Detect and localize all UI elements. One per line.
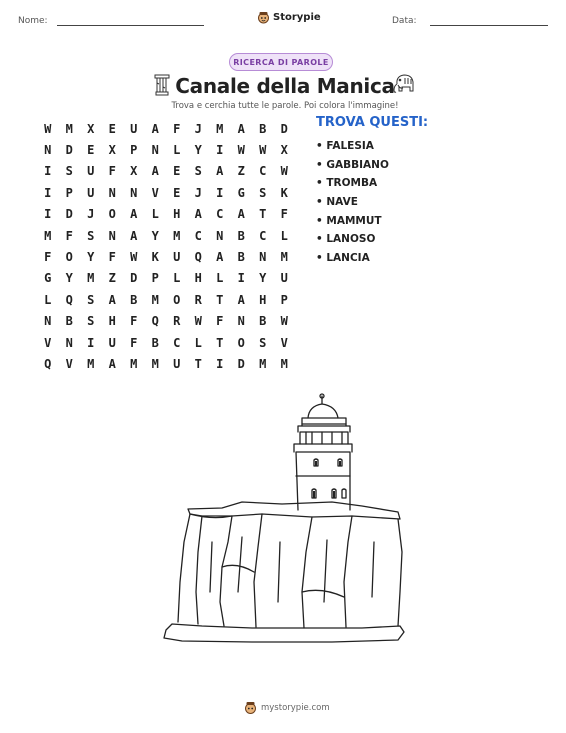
grid-cell[interactable]: H bbox=[108, 314, 116, 329]
grid-cell[interactable]: U bbox=[173, 250, 181, 265]
grid-cell[interactable]: H bbox=[173, 207, 181, 222]
grid-cell[interactable]: J bbox=[194, 185, 202, 200]
grid-cell[interactable]: P bbox=[65, 185, 73, 200]
grid-cell[interactable]: D bbox=[130, 271, 138, 286]
word-list-item: • GABBIANO bbox=[316, 158, 389, 171]
grid-cell[interactable]: D bbox=[280, 121, 288, 136]
grid-cell[interactable]: Y bbox=[151, 228, 159, 243]
grid-cell[interactable]: A bbox=[108, 356, 116, 371]
grid-cell[interactable]: J bbox=[194, 121, 202, 136]
grid-cell[interactable]: S bbox=[194, 164, 202, 179]
grid-cell[interactable]: L bbox=[280, 228, 288, 243]
grid-cell[interactable]: D bbox=[65, 143, 73, 158]
grid-cell[interactable]: S bbox=[65, 164, 73, 179]
word-list-item: • LANOSO bbox=[316, 233, 376, 246]
footer bbox=[244, 701, 330, 715]
category-badge: RICERCA DI PAROLE bbox=[229, 53, 333, 71]
grid-cell[interactable]: G bbox=[237, 185, 245, 200]
grid-cell[interactable]: O bbox=[65, 250, 73, 265]
grid-cell[interactable]: S bbox=[259, 335, 267, 350]
grid-cell[interactable]: U bbox=[87, 164, 95, 179]
grid-cell[interactable]: A bbox=[237, 121, 245, 136]
grid-cell[interactable]: N bbox=[108, 228, 116, 243]
grid-cell[interactable]: D bbox=[237, 356, 245, 371]
grid-cell[interactable]: A bbox=[130, 207, 138, 222]
grid-cell[interactable]: Y bbox=[87, 250, 95, 265]
grid-cell[interactable]: B bbox=[259, 314, 267, 329]
grid-cell[interactable]: O bbox=[237, 335, 245, 350]
grid-cell[interactable]: F bbox=[108, 164, 116, 179]
grid-cell[interactable]: E bbox=[173, 185, 181, 200]
grid-row bbox=[37, 139, 297, 160]
grid-cell[interactable]: W bbox=[194, 314, 202, 329]
grid-cell[interactable]: X bbox=[130, 164, 138, 179]
grid-cell[interactable]: G bbox=[44, 271, 52, 286]
grid-cell[interactable]: J bbox=[87, 207, 95, 222]
grid-cell[interactable]: T bbox=[259, 207, 267, 222]
grid-cell[interactable]: T bbox=[216, 335, 224, 350]
grid-cell[interactable]: L bbox=[194, 335, 202, 350]
grid-cell[interactable]: W bbox=[259, 143, 267, 158]
grid-cell[interactable]: F bbox=[280, 207, 288, 222]
grid-cell[interactable]: W bbox=[130, 250, 138, 265]
grid-row bbox=[37, 332, 297, 353]
grid-cell[interactable]: C bbox=[259, 228, 267, 243]
grid-cell[interactable]: X bbox=[108, 143, 116, 158]
grid-cell[interactable]: M bbox=[130, 356, 138, 371]
grid-cell[interactable]: M bbox=[44, 228, 52, 243]
grid-cell[interactable]: T bbox=[216, 292, 224, 307]
grid-cell[interactable]: M bbox=[259, 356, 267, 371]
grid-cell[interactable]: Q bbox=[151, 314, 159, 329]
grid-cell[interactable]: S bbox=[87, 292, 95, 307]
grid-cell[interactable]: S bbox=[87, 228, 95, 243]
grid-cell[interactable]: C bbox=[259, 164, 267, 179]
grid-cell[interactable]: I bbox=[216, 356, 224, 371]
name-label: Nome: bbox=[18, 16, 48, 26]
grid-cell[interactable]: A bbox=[151, 121, 159, 136]
grid-cell[interactable]: P bbox=[151, 271, 159, 286]
grid-row bbox=[37, 353, 297, 374]
grid-cell[interactable]: E bbox=[173, 164, 181, 179]
date-label: Data: bbox=[392, 16, 417, 26]
grid-cell[interactable]: V bbox=[44, 335, 52, 350]
grid-cell[interactable]: M bbox=[65, 121, 73, 136]
storypie-mascot-icon bbox=[244, 701, 257, 715]
grid-cell[interactable]: E bbox=[108, 121, 116, 136]
grid-cell[interactable]: K bbox=[151, 250, 159, 265]
storypie-mascot-icon bbox=[257, 11, 270, 24]
grid-cell[interactable]: U bbox=[108, 335, 116, 350]
grid-cell[interactable]: W bbox=[44, 121, 52, 136]
grid-cell[interactable]: B bbox=[237, 250, 245, 265]
grid-cell[interactable]: U bbox=[280, 271, 288, 286]
grid-cell[interactable]: A bbox=[151, 164, 159, 179]
grid-cell[interactable]: U bbox=[130, 121, 138, 136]
grid-cell[interactable]: C bbox=[194, 228, 202, 243]
grid-cell[interactable]: L bbox=[44, 292, 52, 307]
grid-cell[interactable]: F bbox=[130, 335, 138, 350]
grid-cell[interactable]: N bbox=[44, 143, 52, 158]
word-list bbox=[316, 137, 389, 268]
grid-cell[interactable]: U bbox=[87, 185, 95, 200]
grid-cell[interactable]: N bbox=[130, 185, 138, 200]
grid-cell[interactable]: C bbox=[173, 335, 181, 350]
grid-cell[interactable]: P bbox=[130, 143, 138, 158]
grid-cell[interactable]: W bbox=[237, 143, 245, 158]
grid-cell[interactable]: N bbox=[108, 185, 116, 200]
brand bbox=[257, 11, 321, 24]
grid-cell[interactable]: M bbox=[87, 271, 95, 286]
grid-row bbox=[37, 289, 297, 310]
grid-cell[interactable]: F bbox=[108, 250, 116, 265]
grid-row bbox=[37, 118, 297, 139]
grid-cell[interactable]: R bbox=[173, 314, 181, 329]
grid-cell[interactable]: Q bbox=[194, 250, 202, 265]
grid-cell[interactable]: N bbox=[259, 250, 267, 265]
grid-cell[interactable]: F bbox=[130, 314, 138, 329]
grid-cell[interactable]: K bbox=[280, 185, 288, 200]
grid-cell[interactable]: S bbox=[259, 185, 267, 200]
grid-cell[interactable]: Q bbox=[65, 292, 73, 307]
grid-cell[interactable]: I bbox=[87, 335, 95, 350]
word-search-grid[interactable] bbox=[37, 118, 297, 375]
grid-cell[interactable]: A bbox=[216, 164, 224, 179]
grid-cell[interactable]: B bbox=[237, 228, 245, 243]
grid-row bbox=[37, 268, 297, 289]
grid-cell[interactable]: L bbox=[151, 207, 159, 222]
brand-name: Storypie bbox=[273, 12, 321, 23]
grid-cell[interactable]: O bbox=[108, 207, 116, 222]
grid-cell[interactable]: Q bbox=[44, 356, 52, 371]
grid-cell[interactable]: S bbox=[87, 314, 95, 329]
lighthouse-on-cliff-illustration[interactable] bbox=[162, 392, 408, 646]
grid-cell[interactable]: F bbox=[173, 121, 181, 136]
grid-cell[interactable]: F bbox=[44, 250, 52, 265]
grid-cell[interactable]: A bbox=[237, 207, 245, 222]
grid-cell[interactable]: Y bbox=[65, 271, 73, 286]
grid-cell[interactable]: N bbox=[237, 314, 245, 329]
grid-cell[interactable]: X bbox=[87, 121, 95, 136]
grid-cell[interactable]: L bbox=[173, 271, 181, 286]
grid-cell[interactable]: M bbox=[280, 250, 288, 265]
word-list-item: • TROMBA bbox=[316, 177, 378, 190]
word-list-item: • LANCIA bbox=[316, 252, 370, 265]
grid-cell[interactable]: T bbox=[194, 356, 202, 371]
grid-cell[interactable]: B bbox=[259, 121, 267, 136]
grid-cell[interactable]: M bbox=[151, 292, 159, 307]
grid-cell[interactable]: L bbox=[216, 271, 224, 286]
grid-cell[interactable]: Y bbox=[194, 143, 202, 158]
grid-cell[interactable]: D bbox=[65, 207, 73, 222]
footer-url[interactable]: mystorypie.com bbox=[261, 703, 330, 713]
date-field-line[interactable] bbox=[430, 25, 548, 26]
grid-cell[interactable]: V bbox=[65, 356, 73, 371]
grid-cell[interactable]: I bbox=[237, 271, 245, 286]
grid-cell[interactable]: V bbox=[151, 185, 159, 200]
grid-cell[interactable]: P bbox=[280, 292, 288, 307]
grid-row bbox=[37, 204, 297, 225]
grid-cell[interactable]: V bbox=[280, 335, 288, 350]
instructions: Trova e cerchia tutte le parole. Poi colora l'immagine! bbox=[171, 101, 399, 111]
grid-cell[interactable]: Z bbox=[237, 164, 245, 179]
grid-cell[interactable]: C bbox=[216, 207, 224, 222]
word-list-item: • MAMMUT bbox=[316, 214, 382, 227]
grid-cell[interactable]: N bbox=[65, 335, 73, 350]
grid-cell[interactable]: N bbox=[44, 314, 52, 329]
grid-row bbox=[37, 182, 297, 203]
grid-cell[interactable]: M bbox=[173, 228, 181, 243]
grid-cell[interactable]: I bbox=[44, 164, 52, 179]
grid-cell[interactable]: I bbox=[44, 185, 52, 200]
grid-cell[interactable]: O bbox=[173, 292, 181, 307]
grid-row bbox=[37, 161, 297, 182]
grid-cell[interactable]: M bbox=[151, 356, 159, 371]
mammoth-icon bbox=[391, 72, 417, 96]
grid-cell[interactable]: F bbox=[65, 228, 73, 243]
grid-cell[interactable]: I bbox=[44, 207, 52, 222]
grid-cell[interactable]: E bbox=[87, 143, 95, 158]
grid-cell[interactable]: W bbox=[280, 314, 288, 329]
grid-cell[interactable]: X bbox=[280, 143, 288, 158]
grid-cell[interactable]: I bbox=[216, 143, 224, 158]
grid-row bbox=[37, 246, 297, 267]
grid-cell[interactable]: I bbox=[216, 185, 224, 200]
grid-cell[interactable]: M bbox=[216, 121, 224, 136]
grid-cell[interactable]: M bbox=[87, 356, 95, 371]
grid-cell[interactable]: B bbox=[65, 314, 73, 329]
grid-cell[interactable]: M bbox=[280, 356, 288, 371]
grid-cell[interactable]: A bbox=[216, 250, 224, 265]
grid-cell[interactable]: N bbox=[151, 143, 159, 158]
grid-cell[interactable]: R bbox=[194, 292, 202, 307]
grid-cell[interactable]: A bbox=[130, 228, 138, 243]
grid-cell[interactable]: B bbox=[130, 292, 138, 307]
grid-cell[interactable]: A bbox=[108, 292, 116, 307]
grid-cell[interactable]: U bbox=[173, 356, 181, 371]
grid-cell[interactable]: H bbox=[259, 292, 267, 307]
grid-cell[interactable]: N bbox=[216, 228, 224, 243]
word-list-item: • FALESIA bbox=[316, 140, 374, 152]
grid-cell[interactable]: F bbox=[216, 314, 224, 329]
grid-cell[interactable]: W bbox=[280, 164, 288, 179]
word-list-title: TROVA QUESTI: bbox=[316, 115, 429, 130]
grid-cell[interactable]: B bbox=[151, 335, 159, 350]
grid-cell[interactable]: A bbox=[194, 207, 202, 222]
grid-row bbox=[37, 311, 297, 332]
grid-cell[interactable]: L bbox=[173, 143, 181, 158]
name-field-line[interactable] bbox=[57, 25, 204, 26]
grid-cell[interactable]: A bbox=[237, 292, 245, 307]
grid-row bbox=[37, 225, 297, 246]
word-list-item: • NAVE bbox=[316, 196, 358, 209]
page-title: Canale della Manica bbox=[175, 74, 395, 98]
grid-cell[interactable]: H bbox=[194, 271, 202, 286]
grid-cell[interactable]: Z bbox=[108, 271, 116, 286]
grid-cell[interactable]: Y bbox=[259, 271, 267, 286]
